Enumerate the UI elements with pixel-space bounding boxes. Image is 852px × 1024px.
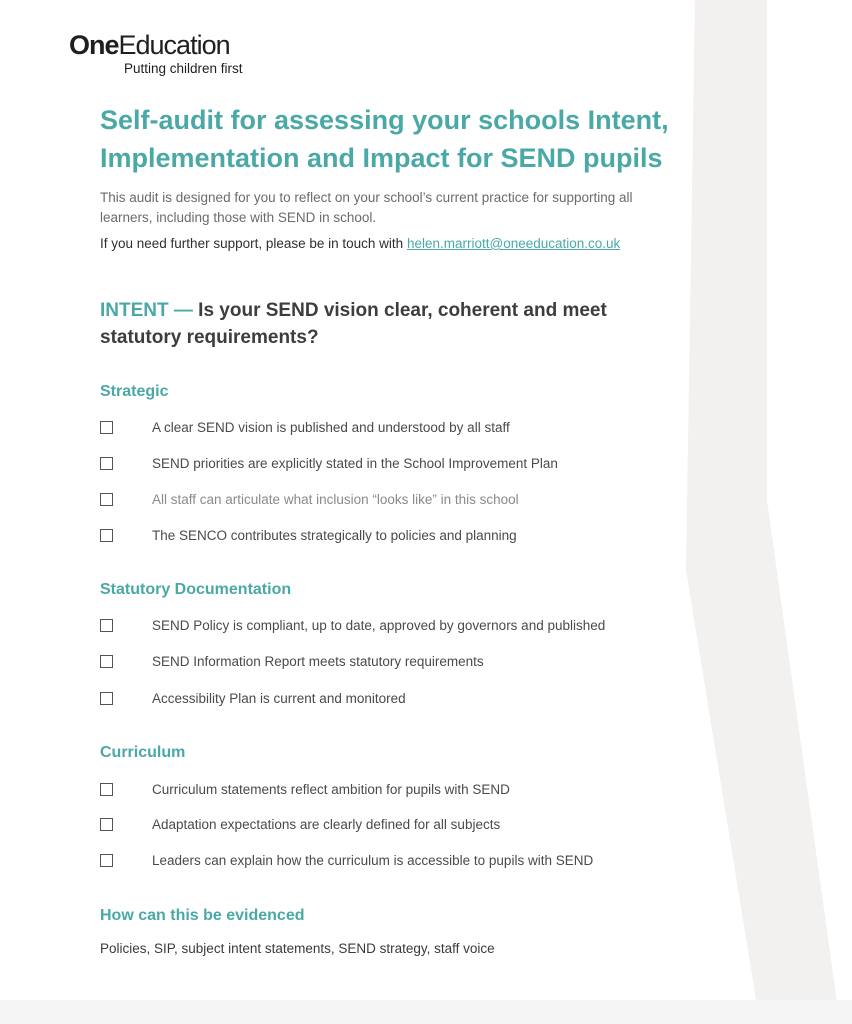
support-email-link[interactable]: helen.marriott@oneeducation.co.uk <box>406 236 621 251</box>
evidence-text: Policies, SIP, subject intent statements, SEND strategy, staff voice <box>100 941 495 956</box>
intent-label: INTENT <box>100 300 169 321</box>
checklist-item[interactable]: Curriculum statements reflect ambition for pupils with SEND <box>100 782 660 802</box>
page-title: Self-audit for assessing your schools Intent, Implementation and Impact for SEND pupils <box>100 105 669 173</box>
checklist-item[interactable]: SEND Policy is compliant, up to date, approved by governors and published <box>100 618 660 638</box>
checklist-item[interactable]: All staff can articulate what inclusion “looks like” in this school <box>100 492 660 512</box>
checkbox[interactable] <box>100 783 113 796</box>
logo-tagline: Putting children first <box>124 61 243 76</box>
checklist-item[interactable]: The SENCO contributes strategically to policies and planning <box>100 528 660 548</box>
checkbox[interactable] <box>100 529 113 542</box>
support-line: If you need further support, please be in touch with helen.marriott@oneeducation.co.uk <box>100 236 621 251</box>
logo-wordmark: OneEducation <box>69 30 230 60</box>
checkbox[interactable] <box>100 692 113 705</box>
intent-question: Is your SEND vision clear, coherent and meet statutory requirements? <box>100 300 607 348</box>
checklist-item[interactable]: Leaders can explain how the curriculum is accessible to pupils with SEND <box>100 853 660 873</box>
brand-logo <box>69 30 243 76</box>
checkbox[interactable] <box>100 619 113 632</box>
section-heading-evidence: How can this be evidenced <box>100 907 305 924</box>
checklist-item[interactable]: Accessibility Plan is current and monitored <box>100 691 660 711</box>
intro-text: This audit is designed for you to reflect on your school’s current practice for supporting all learners, including those with SEND in school. <box>100 190 633 225</box>
checkbox[interactable] <box>100 421 113 434</box>
intent-heading: INTENT — Is your SEND vision clear, coherent and meet statutory requirements? <box>100 300 607 348</box>
checkbox[interactable] <box>100 854 113 867</box>
section-heading-strategic: Strategic <box>100 383 169 400</box>
checklist-item[interactable]: Adaptation expectations are clearly defined for all subjects <box>100 817 660 837</box>
checklist-item[interactable]: SEND Information Report meets statutory requirements <box>100 654 660 674</box>
checkbox[interactable] <box>100 818 113 831</box>
checklist-item[interactable]: SEND priorities are explicitly stated in the School Improvement Plan <box>100 456 660 476</box>
section-heading-curriculum: Curriculum <box>100 744 186 761</box>
section-heading-statutory-documentation: Statutory Documentation <box>100 581 292 598</box>
checklist-item[interactable]: A clear SEND vision is published and understood by all staff <box>100 420 660 440</box>
checkbox[interactable] <box>100 655 113 668</box>
checkbox[interactable] <box>100 493 113 506</box>
checkbox[interactable] <box>100 457 113 470</box>
